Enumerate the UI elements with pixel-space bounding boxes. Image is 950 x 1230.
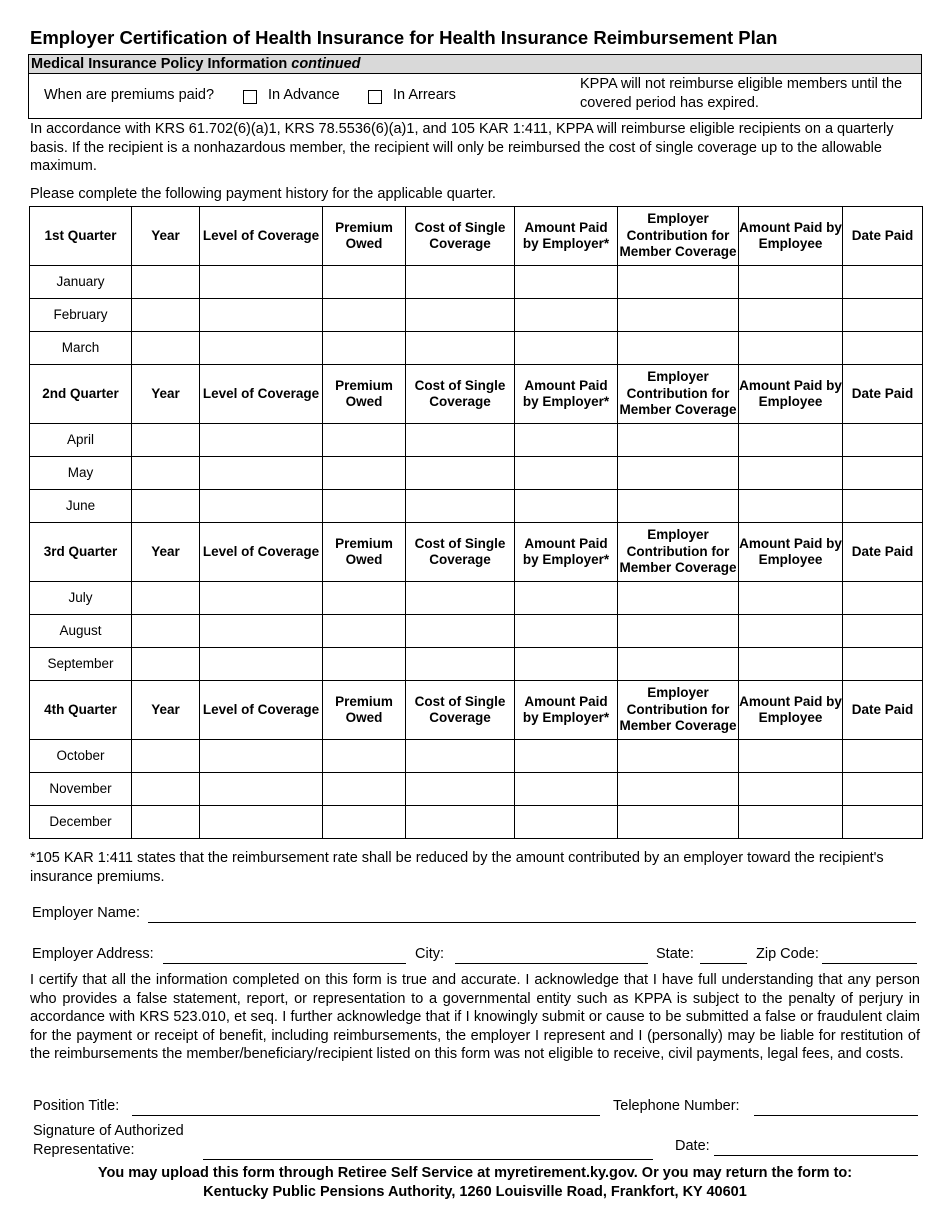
table-input-cell[interactable] <box>739 582 843 615</box>
section-header <box>28 54 922 74</box>
table-input-cell[interactable] <box>323 490 406 523</box>
column-header: Premium Owed <box>323 365 406 424</box>
table-input-cell[interactable] <box>515 740 618 773</box>
table-row <box>30 582 923 615</box>
table-input-cell[interactable] <box>132 299 200 332</box>
table-input-cell[interactable] <box>132 490 200 523</box>
table-input-cell[interactable] <box>323 266 406 299</box>
table-input-cell[interactable] <box>843 582 923 615</box>
table-input-cell[interactable] <box>323 648 406 681</box>
date-label: Date: <box>675 1138 710 1154</box>
table-input-cell[interactable] <box>323 740 406 773</box>
table-input-cell[interactable] <box>739 424 843 457</box>
quarter-header-row <box>30 523 923 582</box>
column-header: Level of Coverage <box>200 681 323 740</box>
state-label: State: <box>656 946 694 962</box>
quarter-label: 2nd Quarter <box>30 365 132 424</box>
table-input-cell[interactable] <box>618 424 739 457</box>
table-row <box>30 457 923 490</box>
table-input-cell[interactable] <box>618 773 739 806</box>
table-input-cell[interactable] <box>618 457 739 490</box>
position-title-label: Position Title: <box>33 1098 120 1114</box>
month-label: November <box>30 773 132 806</box>
column-header: Cost of Single Coverage <box>406 681 515 740</box>
in-advance-checkbox[interactable] <box>243 90 257 104</box>
quarter-header-row <box>30 207 923 266</box>
employer-address-label: Employer Address: <box>32 946 154 962</box>
in-arrears-checkbox[interactable] <box>368 90 382 104</box>
column-header: Employer Contribution for Member Coverage <box>618 523 739 582</box>
month-label: August <box>30 615 132 648</box>
column-header: Amount Paid by Employee <box>739 365 843 424</box>
instructions-text: Please complete the following payment history for the applicable quarter. <box>30 186 496 202</box>
table-input-cell[interactable] <box>323 582 406 615</box>
table-input-cell[interactable] <box>200 332 323 365</box>
page-title: Employer Certification of Health Insurance for Health Insurance Reimbursement Plan <box>30 27 778 48</box>
table-input-cell[interactable] <box>200 806 323 839</box>
table-input-cell[interactable] <box>132 648 200 681</box>
column-header: Year <box>132 681 200 740</box>
quarter-label: 1st Quarter <box>30 207 132 266</box>
position-title-field[interactable] <box>132 1115 600 1116</box>
table-input-cell[interactable] <box>618 266 739 299</box>
table-input-cell[interactable] <box>843 424 923 457</box>
table-input-cell[interactable] <box>515 806 618 839</box>
month-label: February <box>30 299 132 332</box>
table-input-cell[interactable] <box>739 490 843 523</box>
table-input-cell[interactable] <box>406 648 515 681</box>
section-label-suffix: continued <box>291 56 361 72</box>
table-input-cell[interactable] <box>739 332 843 365</box>
table-input-cell[interactable] <box>515 332 618 365</box>
column-header: Amount Paid by Employer* <box>515 523 618 582</box>
table-input-cell[interactable] <box>739 457 843 490</box>
footer-line1: You may upload this form through Retiree Self Service at myretirement.ky.gov. Or you may return the form to: <box>97 1165 853 1181</box>
column-header: Employer Contribution for Member Coverage <box>618 207 739 266</box>
column-header: Date Paid <box>843 523 923 582</box>
month-label: June <box>30 490 132 523</box>
column-header: Amount Paid by Employee <box>739 523 843 582</box>
table-input-cell[interactable] <box>132 806 200 839</box>
table-input-cell[interactable] <box>323 424 406 457</box>
table-row <box>30 424 923 457</box>
table-input-cell[interactable] <box>515 457 618 490</box>
premiums-note: KPPA will not reimburse eligible members until the covered period has expired. <box>580 76 903 111</box>
table-input-cell[interactable] <box>132 615 200 648</box>
column-header: Premium Owed <box>323 681 406 740</box>
table-input-cell[interactable] <box>200 457 323 490</box>
table-input-cell[interactable] <box>132 332 200 365</box>
in-advance-label: In Advance <box>268 87 340 103</box>
column-header: Cost of Single Coverage <box>406 523 515 582</box>
telephone-field[interactable] <box>754 1115 918 1116</box>
table-input-cell[interactable] <box>200 648 323 681</box>
employer-name-label: Employer Name: <box>32 905 140 921</box>
table-input-cell[interactable] <box>618 332 739 365</box>
table-row <box>30 773 923 806</box>
table-input-cell[interactable] <box>739 299 843 332</box>
table-row <box>30 740 923 773</box>
table-row <box>30 615 923 648</box>
table-row <box>30 266 923 299</box>
table-input-cell[interactable] <box>515 299 618 332</box>
footnote: *105 KAR 1:411 states that the reimbursement rate shall be reduced by the amount contributed by an employer toward the recipient's insurance premiums. <box>30 850 884 885</box>
month-label: May <box>30 457 132 490</box>
table-input-cell[interactable] <box>515 490 618 523</box>
table-input-cell[interactable] <box>323 806 406 839</box>
table-input-cell[interactable] <box>200 299 323 332</box>
table-input-cell[interactable] <box>515 582 618 615</box>
table-input-cell[interactable] <box>200 424 323 457</box>
payment-history-table <box>29 206 923 839</box>
table-input-cell[interactable] <box>843 457 923 490</box>
table-input-cell[interactable] <box>323 773 406 806</box>
signature-field[interactable] <box>203 1159 653 1160</box>
table-input-cell[interactable] <box>739 806 843 839</box>
table-input-cell[interactable] <box>406 490 515 523</box>
section-label: Medical Insurance Policy Information <box>31 56 288 72</box>
column-header: Cost of Single Coverage <box>406 207 515 266</box>
table-input-cell[interactable] <box>843 266 923 299</box>
table-input-cell[interactable] <box>515 648 618 681</box>
column-header: Amount Paid by Employer* <box>515 365 618 424</box>
table-input-cell[interactable] <box>739 266 843 299</box>
month-label: October <box>30 740 132 773</box>
table-input-cell[interactable] <box>200 266 323 299</box>
table-input-cell[interactable] <box>618 490 739 523</box>
column-header: Premium Owed <box>323 523 406 582</box>
table-input-cell[interactable] <box>406 615 515 648</box>
table-input-cell[interactable] <box>739 648 843 681</box>
table-input-cell[interactable] <box>618 648 739 681</box>
table-input-cell[interactable] <box>132 740 200 773</box>
column-header: Date Paid <box>843 681 923 740</box>
table-row <box>30 490 923 523</box>
column-header: Level of Coverage <box>200 523 323 582</box>
table-input-cell[interactable] <box>843 773 923 806</box>
column-header: Date Paid <box>843 365 923 424</box>
table-input-cell[interactable] <box>406 806 515 839</box>
table-input-cell[interactable] <box>515 615 618 648</box>
table-input-cell[interactable] <box>515 424 618 457</box>
table-input-cell[interactable] <box>200 740 323 773</box>
table-input-cell[interactable] <box>323 332 406 365</box>
column-header: Year <box>132 207 200 266</box>
table-input-cell[interactable] <box>843 648 923 681</box>
state-field[interactable] <box>700 963 747 964</box>
table-input-cell[interactable] <box>843 490 923 523</box>
table-input-cell[interactable] <box>618 740 739 773</box>
column-header: Employer Contribution for Member Coverage <box>618 365 739 424</box>
table-input-cell[interactable] <box>843 740 923 773</box>
table-input-cell[interactable] <box>618 615 739 648</box>
column-header: Amount Paid by Employer* <box>515 681 618 740</box>
table-input-cell[interactable] <box>739 773 843 806</box>
table-input-cell[interactable] <box>406 740 515 773</box>
city-field[interactable] <box>455 963 648 964</box>
month-label: July <box>30 582 132 615</box>
telephone-label: Telephone Number: <box>613 1098 740 1114</box>
quarter-header-row <box>30 365 923 424</box>
column-header: Amount Paid by Employer* <box>515 207 618 266</box>
table-row <box>30 806 923 839</box>
in-arrears-label: In Arrears <box>393 87 456 103</box>
table-input-cell[interactable] <box>618 806 739 839</box>
table-input-cell[interactable] <box>739 740 843 773</box>
column-header: Level of Coverage <box>200 365 323 424</box>
certification-text: I certify that all the information completed on this form is true and accurate. I acknowledge that I have full understanding that any person who provides a false statement, report, or representation to a governmental entity such as KPPA is subject to the penalty of perjury in accordance with KRS 523.010, et seq. I further acknowledge that if I knowingly submit or cause to be submitted a false or fraudulent claim for the payment or receipt of benefit, including reimbursements, the employer I represent and I (personally) may be liable for restitution of the reimbursements the member/beneficiary/recipient listed on this form was not eligible to receive, civil payments, legal fees, and costs. <box>30 972 920 1062</box>
month-label: December <box>30 806 132 839</box>
table-input-cell[interactable] <box>618 299 739 332</box>
table-input-cell[interactable] <box>843 332 923 365</box>
employer-address-field[interactable] <box>163 963 406 964</box>
table-input-cell[interactable] <box>200 582 323 615</box>
table-input-cell[interactable] <box>132 424 200 457</box>
zip-label: Zip Code: <box>756 946 819 962</box>
table-input-cell[interactable] <box>132 266 200 299</box>
table-row <box>30 299 923 332</box>
column-header: Level of Coverage <box>200 207 323 266</box>
column-header: Cost of Single Coverage <box>406 365 515 424</box>
table-input-cell[interactable] <box>406 424 515 457</box>
table-row <box>30 648 923 681</box>
table-input-cell[interactable] <box>132 582 200 615</box>
column-header: Employer Contribution for Member Coverage <box>618 681 739 740</box>
table-input-cell[interactable] <box>132 773 200 806</box>
table-input-cell[interactable] <box>323 299 406 332</box>
table-input-cell[interactable] <box>323 457 406 490</box>
footer-line2: Kentucky Public Pensions Authority, 1260 Louisville Road, Frankfort, KY 40601 <box>203 1184 747 1200</box>
signature-label-line1: Signature of Authorized <box>33 1123 184 1139</box>
intro-text: In accordance with KRS 61.702(6)(a)1, KRS 78.5536(6)(a)1, and 105 KAR 1:411, KPPA will reimburse eligible recipients on a quarterly basis. If the recipient is a nonhazardous member, the recipient will only be reimbursed the cost of single coverage up to the allowable maximum. <box>30 121 894 174</box>
employer-name-field[interactable] <box>148 922 916 923</box>
table-input-cell[interactable] <box>200 490 323 523</box>
column-header: Date Paid <box>843 207 923 266</box>
table-input-cell[interactable] <box>843 615 923 648</box>
table-input-cell[interactable] <box>618 582 739 615</box>
column-header: Amount Paid by Employee <box>739 207 843 266</box>
month-label: January <box>30 266 132 299</box>
quarter-label: 3rd Quarter <box>30 523 132 582</box>
table-input-cell[interactable] <box>406 773 515 806</box>
table-input-cell[interactable] <box>515 773 618 806</box>
table-input-cell[interactable] <box>739 615 843 648</box>
zip-field[interactable] <box>822 963 917 964</box>
date-field[interactable] <box>714 1155 918 1156</box>
quarter-header-row <box>30 681 923 740</box>
table-input-cell[interactable] <box>406 299 515 332</box>
column-header: Premium Owed <box>323 207 406 266</box>
table-input-cell[interactable] <box>843 806 923 839</box>
table-input-cell[interactable] <box>406 582 515 615</box>
table-input-cell[interactable] <box>200 773 323 806</box>
table-input-cell[interactable] <box>200 615 323 648</box>
month-label: April <box>30 424 132 457</box>
column-header: Amount Paid by Employee <box>739 681 843 740</box>
table-row <box>30 332 923 365</box>
premiums-question: When are premiums paid? <box>44 87 215 103</box>
city-label: City: <box>415 946 444 962</box>
signature-label-line2: Representative: <box>33 1142 135 1158</box>
table-input-cell[interactable] <box>843 299 923 332</box>
column-header: Year <box>132 365 200 424</box>
month-label: March <box>30 332 132 365</box>
table-input-cell[interactable] <box>406 266 515 299</box>
table-input-cell[interactable] <box>132 457 200 490</box>
table-input-cell[interactable] <box>406 332 515 365</box>
quarter-label: 4th Quarter <box>30 681 132 740</box>
table-input-cell[interactable] <box>323 615 406 648</box>
month-label: September <box>30 648 132 681</box>
table-input-cell[interactable] <box>515 266 618 299</box>
column-header: Year <box>132 523 200 582</box>
table-input-cell[interactable] <box>406 457 515 490</box>
